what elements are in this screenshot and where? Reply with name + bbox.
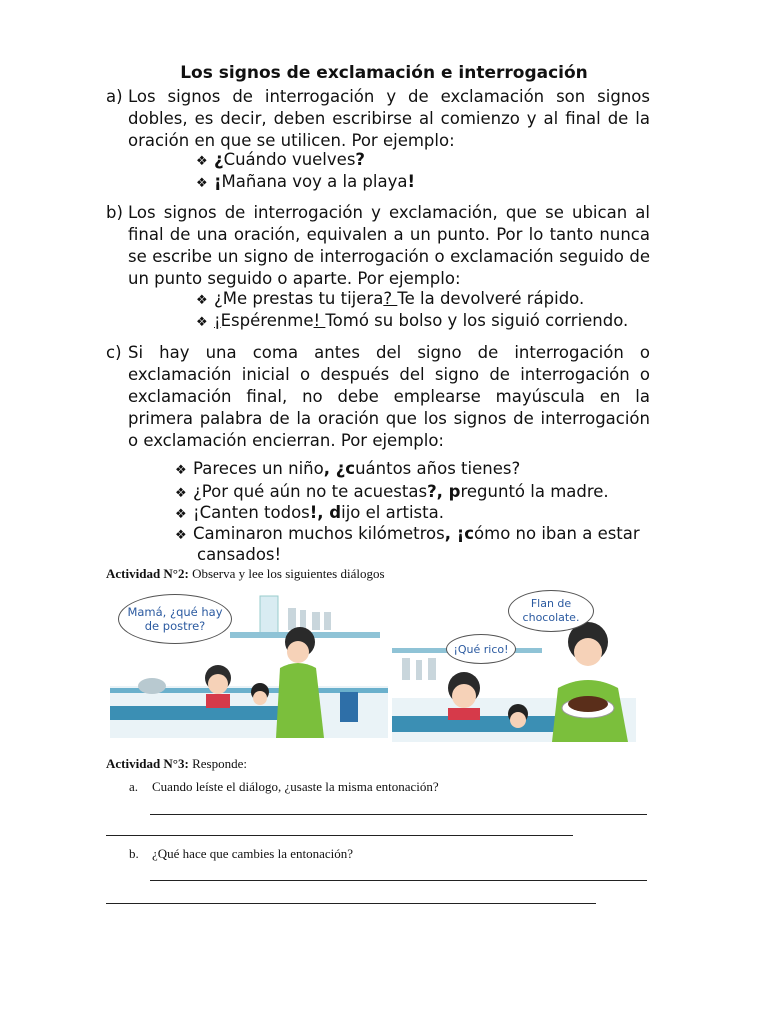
example-a1: ❖ ¿Cuándo vuelves?	[196, 149, 365, 173]
diamond-bullet-icon: ❖	[175, 528, 187, 543]
diamond-bullet-icon: ❖	[196, 315, 208, 330]
example-c1: ❖ Pareces un niño, ¿cuántos años tienes?	[175, 458, 520, 482]
diamond-bullet-icon: ❖	[175, 486, 187, 501]
activity-3	[106, 756, 247, 772]
section-a	[106, 86, 650, 152]
answer-line[interactable]	[106, 835, 573, 836]
question-b-letter: b.	[129, 846, 139, 861]
speech-bubble-small: ¡Qué rico!	[446, 634, 516, 664]
example-b2: ❖ ¡Espérenme! Tomó su bolso y los siguió corriendo.	[196, 310, 628, 334]
activity-2-text: Observa y lee los siguientes diálogos	[192, 566, 385, 581]
section-b	[106, 202, 650, 290]
question-a	[129, 779, 439, 795]
speech-bubble-right: Flan de chocolate.	[508, 590, 594, 632]
page-title: Los signos de exclamación e interrogación	[180, 63, 588, 83]
example-c4-continuation: cansados!	[197, 545, 282, 564]
diamond-bullet-icon: ❖	[175, 463, 187, 478]
diamond-bullet-icon: ❖	[175, 507, 187, 522]
section-c-marker: c)	[106, 343, 122, 362]
example-c2: ❖ ¿Por qué aún no te acuestas?, preguntó la madre.	[175, 481, 609, 505]
section-a-text: Los signos de interrogación y de exclamación son signos dobles, es decir, deben escribirse al comienzo y al final de la oración en que se utilicen. Por ejemplo:	[128, 87, 650, 150]
question-b	[129, 846, 354, 862]
answer-line[interactable]	[106, 903, 596, 904]
activity-2	[106, 566, 385, 582]
section-b-marker: b)	[106, 203, 123, 222]
activity-2-label: Actividad N°2:	[106, 566, 189, 581]
section-c	[106, 342, 650, 452]
diamond-bullet-icon: ❖	[196, 293, 208, 308]
activity-3-text: Responde:	[192, 756, 247, 771]
answer-line[interactable]	[150, 880, 647, 881]
example-a2: ❖ ¡Mañana voy a la playa!	[196, 171, 415, 195]
question-b-text: ¿Qué hace que cambies la entonación?	[152, 846, 354, 861]
question-a-text: Cuando leíste el diálogo, ¿usaste la misma entonación?	[152, 779, 439, 794]
section-c-text: Si hay una coma antes del signo de interrogación o exclamación inicial o después del signo de interrogación o exclamación final, no debe emplearse mayúscula en la primera palabra de la oración que los signos de interrogación o exclamación encierran. Por ejemplo:	[128, 343, 650, 450]
section-a-marker: a)	[106, 87, 123, 106]
diamond-bullet-icon: ❖	[196, 154, 208, 169]
section-b-text: Los signos de interrogación y exclamación, que se ubican al final de una oración, equivalen a un punto. Por lo tanto nunca se escribe un signo de interrogación o exclamación seguido de un punto seguido o aparte. Por ejemplo:	[128, 203, 650, 288]
example-b1: ❖ ¿Me prestas tu tijera? Te la devolveré rápido.	[196, 288, 584, 312]
example-c3: ❖ ¡Canten todos!, dijo el artista.	[175, 502, 444, 526]
activity-3-label: Actividad N°3:	[106, 756, 189, 771]
speech-bubble-left: Mamá, ¿qué hay de postre?	[118, 594, 232, 644]
question-a-letter: a.	[129, 779, 139, 794]
example-c4: ❖ Caminaron muchos kilómetros, ¡cómo no iban a estar	[175, 523, 640, 547]
diamond-bullet-icon: ❖	[196, 176, 208, 191]
answer-line[interactable]	[150, 814, 647, 815]
